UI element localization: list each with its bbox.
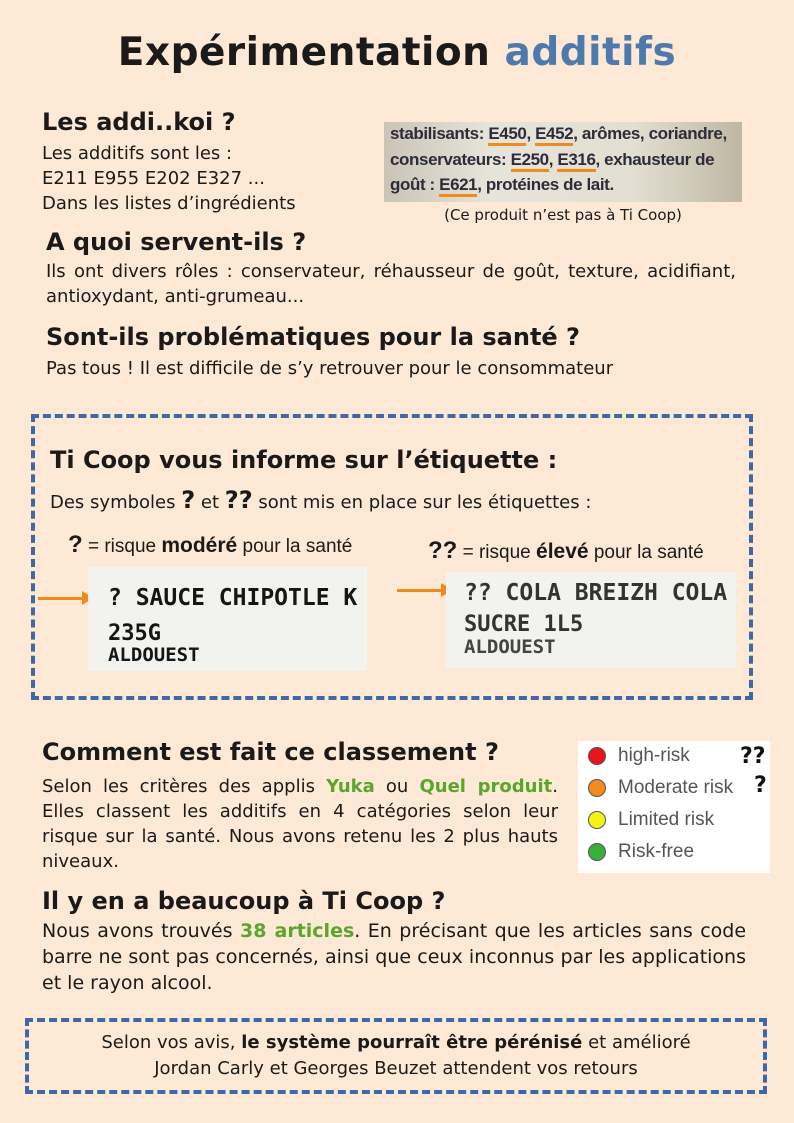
count-text: Nous avons trouvés 38 articles. En précisant que les articles sans code barre ne sont pas concernés, ainsi que ceux inconnus par les applications et le rayon alcool. xyxy=(42,920,747,994)
arrow-high-icon xyxy=(397,589,443,592)
legend-high-risk: high-risk xyxy=(588,744,690,768)
app-quel-produit: Quel produit xyxy=(419,776,553,797)
articles-count: 38 articles xyxy=(240,920,355,942)
photo-line-2: conservateurs: E250, E316, exhausteur de xyxy=(390,150,714,170)
footer-line-2: Jordan Carly et Georges Beuzet attendent vos retours xyxy=(154,1058,638,1079)
intro-line-1: Les additifs sont les : xyxy=(42,143,233,164)
legend-risk-free: Risk-free xyxy=(588,840,694,864)
ingredient-label-photo xyxy=(384,122,742,202)
health-text: Pas tous ! Il est difficile de s’y retrouver pour le consommateur xyxy=(46,358,614,379)
legend-moderate-risk: Moderate risk xyxy=(588,776,733,800)
legend-limited-risk: Limited risk xyxy=(588,808,714,832)
title-main: Expérimentation xyxy=(117,30,491,75)
high-legend: ?? = risque élevé pour la santé xyxy=(428,537,704,564)
arrow-moderate-icon xyxy=(38,597,84,600)
intro-line-2: E211 E955 E202 E327 ... xyxy=(42,168,265,189)
moderate-label-print: ? SAUCE CHIPOTLE K 235G ALDOUEST xyxy=(88,567,367,671)
intro-line-3: Dans les listes d’ingrédients xyxy=(42,193,296,214)
photo-line-1: stabilisants: E450, E452, arômes, coriandre, xyxy=(390,124,727,144)
label-info-heading: Ti Coop vous informe sur l’étiquette : xyxy=(50,446,558,474)
page-title xyxy=(0,30,794,75)
health-heading: Sont-ils problématiques pour la santé ? xyxy=(46,323,580,351)
high-label-print: ?? COLA BREIZH COLA SUCRE 1L5 ALDOUEST xyxy=(446,572,736,668)
red-dot-icon xyxy=(588,747,606,765)
classement-heading: Comment est fait ce classement ? xyxy=(42,738,499,766)
label-info-intro: Des symboles ? et ?? sont mis en place sur les étiquettes : xyxy=(50,486,592,514)
photo-caption: (Ce produit n’est pas à Ti Coop) xyxy=(444,206,682,224)
legend-moderate-mark: ? xyxy=(754,773,767,798)
green-dot-icon xyxy=(588,843,606,861)
symbol-moderate: ? xyxy=(181,486,196,514)
usage-heading: A quoi servent-ils ? xyxy=(46,228,307,256)
symbol-high: ?? xyxy=(224,486,253,514)
count-heading: Il y en a beaucoup à Ti Coop ? xyxy=(42,887,446,915)
app-yuka: Yuka xyxy=(326,776,375,797)
yellow-dot-icon xyxy=(588,811,606,829)
usage-text: Ils ont divers rôles : conservateur, réhausseur de goût, texture, acidifiant, antioxydant, anti-grumeau... xyxy=(46,261,736,307)
classement-text: Selon les critères des applis Yuka ou Quel produit. Elles classent les additifs en 4 catégories selon leur risque sur la santé. Nous avons retenu les 2 plus hauts niveaux. xyxy=(42,776,558,872)
title-accent: additifs xyxy=(504,30,677,75)
orange-dot-icon xyxy=(588,779,606,797)
risk-legend xyxy=(578,741,770,873)
photo-line-3: goût : E621, protéines de lait. xyxy=(390,175,614,195)
legend-high-mark: ?? xyxy=(740,744,766,769)
footer-line-1: Selon vos avis, le système pourraît être pérénisé et amélioré xyxy=(101,1032,691,1053)
intro-heading: Les addi..koi ? xyxy=(42,108,236,136)
moderate-legend: ? = risque modéré pour la santé xyxy=(68,531,353,558)
